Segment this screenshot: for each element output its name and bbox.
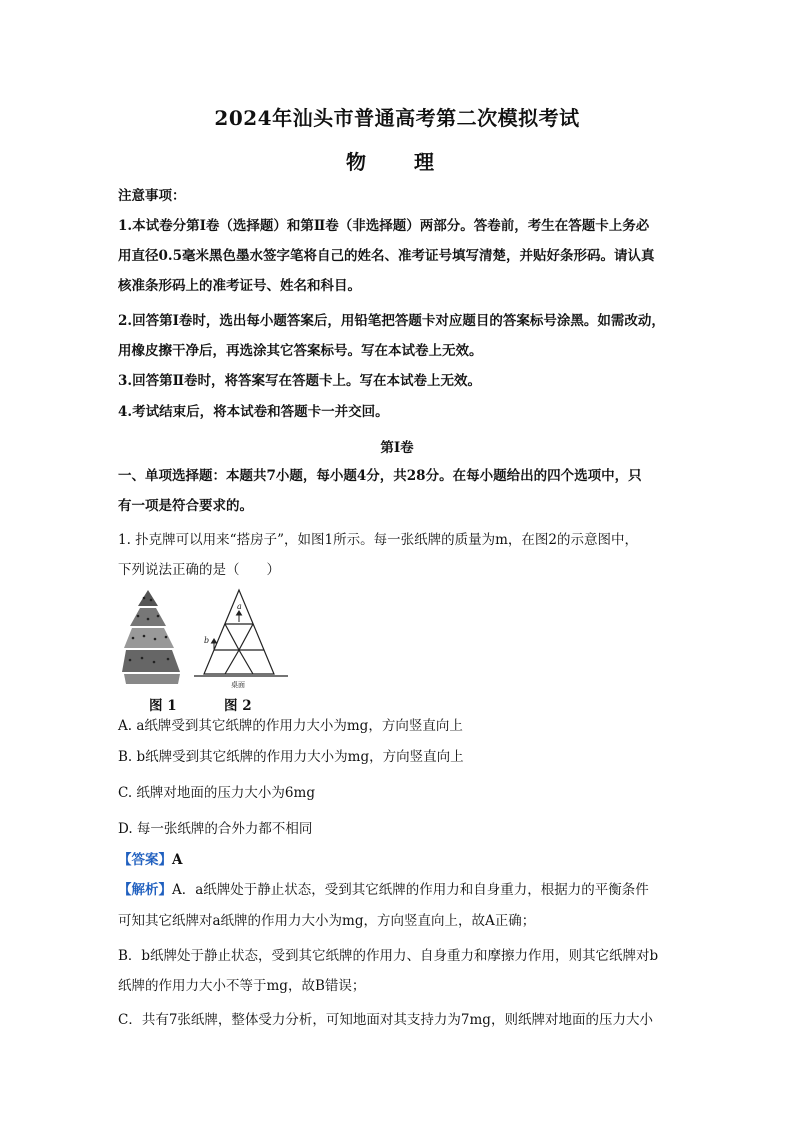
part-heading-line: 一、单项选择题：本题共7小题，每小题4分，共28分。在每小题给出的四个选项中，只 [118,468,642,484]
option-a: A. a纸牌受到其它纸牌的作用力大小为mg，方向竖直向上 [118,718,463,734]
option-b: B. b纸牌受到其它纸牌的作用力大小为mg，方向竖直向上 [118,749,464,765]
table-label: 桌面 [231,681,245,689]
analysis-line: 纸牌的作用力大小不等于mg，故B错误； [118,978,366,994]
analysis-line: 可知其它纸牌对a纸牌的作用力大小为mg，方向竖直向上，故A正确； [118,913,536,929]
answer-label: 【答案】 [118,852,172,868]
section-label: 第Ⅰ卷 [380,440,414,456]
figure1-caption: 图 1 [149,698,177,714]
option-d: D. 每一张纸牌的合外力都不相同 [118,821,313,837]
card-house-figures [118,586,298,691]
part-heading-line: 有一项是符合要求的。 [118,498,253,514]
exam-title: 2024年汕头市普通高考第二次模拟考试 [214,106,580,130]
option-c: C. 纸牌对地面的压力大小为6mg [118,785,315,801]
notes-heading: 注意事项： [118,188,186,204]
card-house-photo [122,588,184,686]
analysis-label: 【解析】 [118,882,172,898]
notes-line: 核准条形码上的准考证号、姓名和科目。 [118,278,361,294]
notes-line: 2.回答第Ⅰ卷时，选出每小题答案后，用铅笔把答题卡对应题目的答案标号涂黑。如需改动， [118,313,665,329]
analysis-line: C．共有7张纸牌，整体受力分析，可知地面对其支持力为7mg，则纸牌对地面的压力大小 [118,1012,653,1028]
notes-line: 4.考试结束后，将本试卷和答题卡一并交回。 [118,404,389,420]
notes-line: 3.回答第Ⅱ卷时，将答案写在答题卡上。写在本试卷上无效。 [118,373,481,389]
question-stem-line: 下列说法正确的是（ ） [118,562,280,578]
question-stem-line: 1. 扑克牌可以用来“搭房子”，如图1所示。每一张纸牌的质量为m，在图2的示意图中， [118,532,638,548]
analysis-line [118,880,678,900]
analysis-line: B．b纸牌处于静止状态，受到其它纸牌的作用力、自身重力和摩擦力作用，则其它纸牌对b [118,948,659,964]
answer-line [118,850,678,870]
question-figures [118,586,298,716]
subject-title: 物 理 [346,150,448,174]
figure2-caption: 图 2 [224,698,252,714]
label-a: a [237,602,242,611]
notes-line: 用直径0.5毫米黑色墨水签字笔将自己的姓名、准考证号填写清楚，并贴好条形码。请认真 [118,248,655,264]
notes-line: 1.本试卷分第Ⅰ卷（选择题）和第Ⅱ卷（非选择题）两部分。答卷前，考生在答题卡上务必 [118,218,650,234]
notes-line: 用橡皮擦干净后，再选涂其它答案标号。写在本试卷上无效。 [118,343,483,359]
answer-value: A [172,852,183,868]
analysis-text: A．a纸牌处于静止状态，受到其它纸牌的作用力和自身重力，根据力的平衡条件 [172,882,649,898]
label-b: b [204,636,210,645]
